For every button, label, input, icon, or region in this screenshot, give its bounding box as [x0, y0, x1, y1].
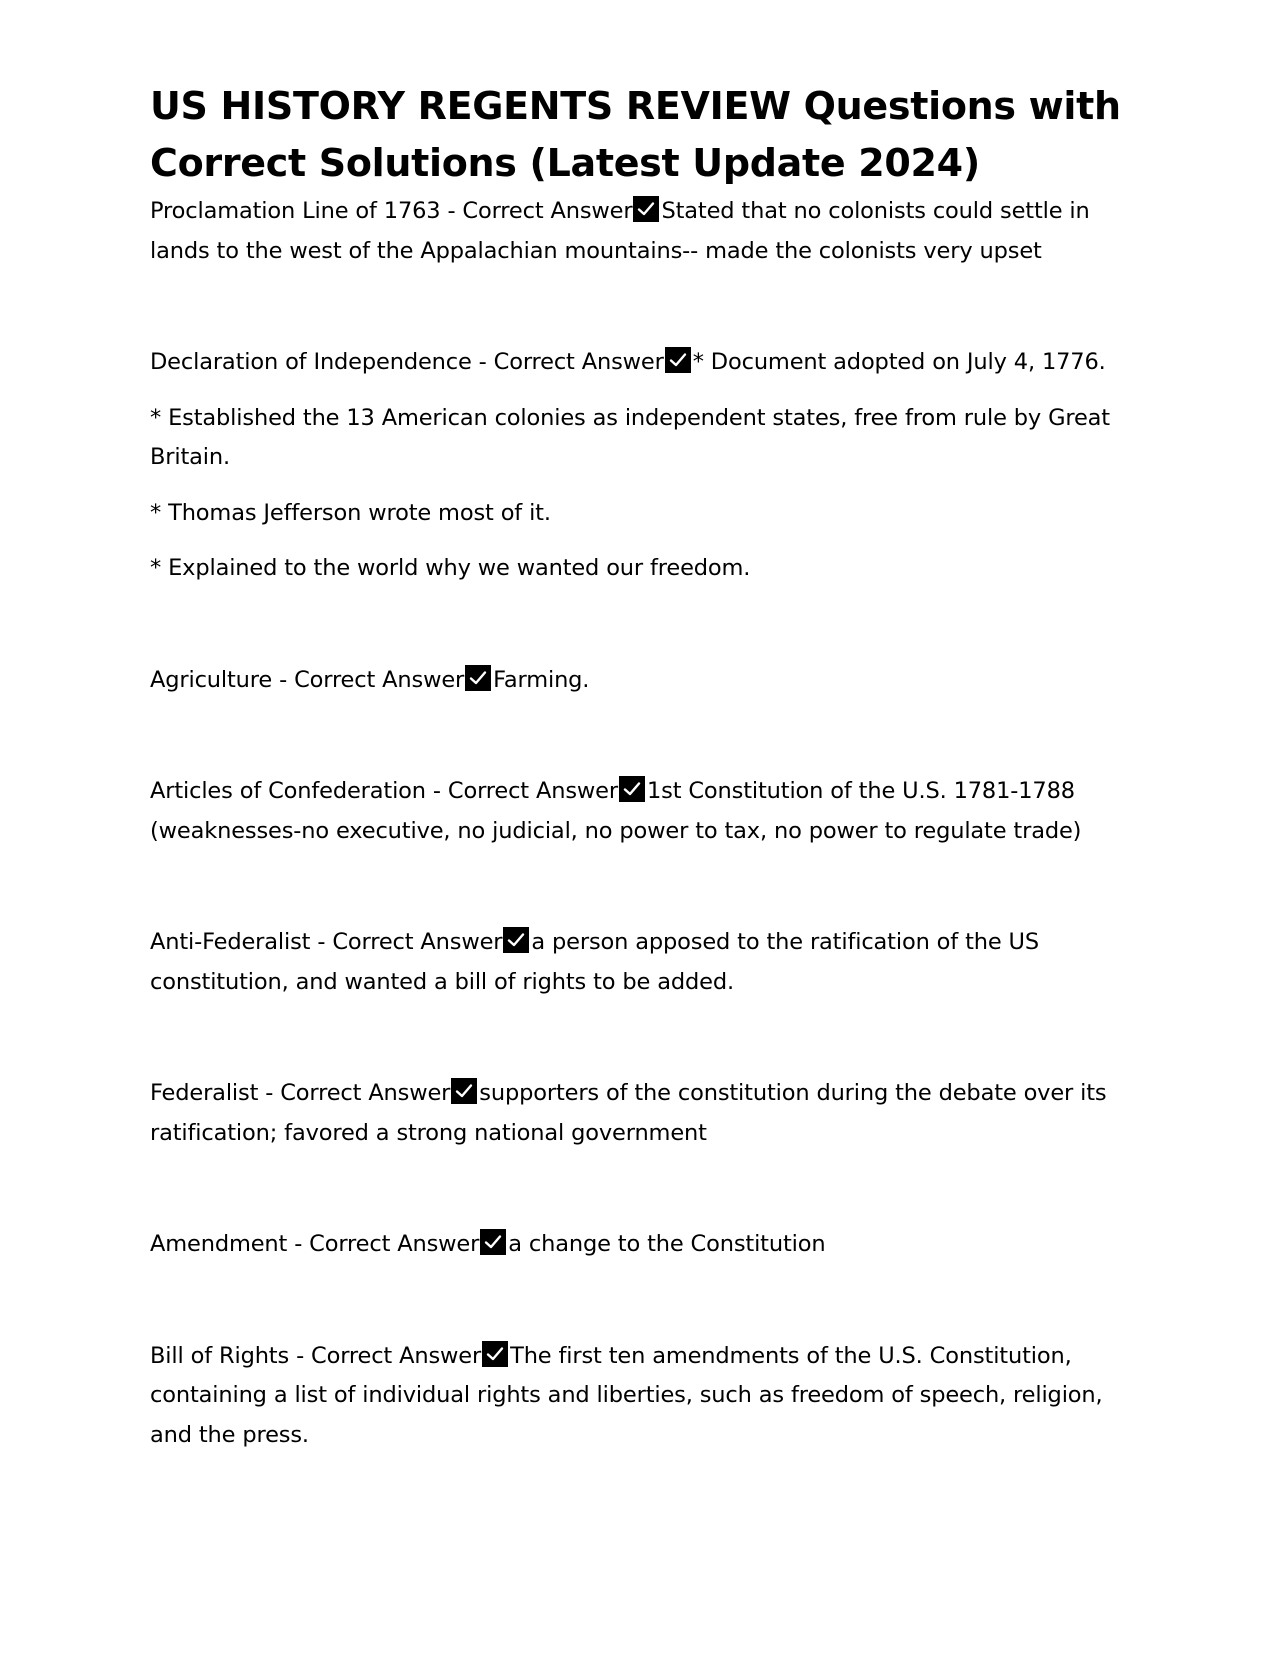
check-mark-icon [465, 665, 491, 691]
entry-spacer [150, 605, 1130, 661]
entry-answer: * Document adopted on July 4, 1776. [692, 349, 1106, 375]
entry-extra-line: * Established the 13 American colonies as independent states, free from rule by Great Britain. [150, 404, 1110, 470]
entry-term: Federalist [150, 1080, 259, 1106]
check-mark-icon [503, 927, 529, 953]
entry-term: Bill of Rights [150, 1342, 290, 1369]
entry-answer: Farming. [493, 666, 590, 693]
check-mark-icon [482, 1341, 508, 1367]
entry-separator: - Correct Answer [471, 349, 664, 375]
entry-term: Agriculture [150, 666, 273, 693]
entry-spacer [150, 1018, 1130, 1074]
entry-answer: Stated that no colonists could settle in lands to the west of the Appalachian mountains-- made the colonists very upset [150, 198, 1090, 264]
entry-term: Anti-Federalist [150, 929, 311, 955]
entry [150, 1337, 1130, 1456]
entry-spacer [150, 287, 1130, 343]
entry [150, 661, 1130, 701]
entry-spacer [150, 716, 1130, 772]
check-mark-icon [665, 347, 691, 373]
entry-answer: The first ten amendments of the U.S. Constitution, containing a list of individual rights and liberties, such as freedom of speech, religion, and the press. [150, 1342, 1103, 1448]
entry-main [150, 1225, 1130, 1265]
entry-separator: - Correct Answer [425, 778, 618, 804]
entry-separator: - Correct Answer [310, 929, 503, 955]
entry-answer: supporters of the constitution during the debate over its ratification; favored a strong national government [150, 1080, 1107, 1146]
check-mark-icon [451, 1078, 477, 1104]
entry [150, 1074, 1130, 1153]
entry-main [150, 923, 1130, 1002]
entry-main [150, 192, 1130, 271]
entry-term: Declaration of Independence [150, 349, 472, 375]
entry-main [150, 343, 1130, 383]
entry-extra-line: * Thomas Jefferson wrote most of it. [150, 499, 551, 526]
entry-separator: - Correct Answer [440, 198, 633, 224]
entry-spacer [150, 1169, 1130, 1225]
check-mark-icon [480, 1229, 506, 1255]
entry-separator: - Correct Answer [258, 1080, 451, 1106]
check-mark-icon [619, 776, 645, 802]
entry-main [150, 1074, 1130, 1153]
entry-separator: - Correct Answer [289, 1342, 482, 1369]
entry-main [150, 661, 1130, 701]
check-mark-icon [633, 196, 659, 222]
entry [150, 1225, 1130, 1265]
document-page [150, 78, 1130, 1471]
entry-term: Proclamation Line of 1763 [150, 198, 441, 224]
entry-spacer [150, 1281, 1130, 1337]
entry-term: Articles of Confederation [150, 778, 426, 804]
entry [150, 923, 1130, 1002]
entry-list [150, 192, 1130, 1455]
entry [150, 192, 1130, 271]
entry-separator: - Correct Answer [272, 666, 465, 693]
entry-extra-line: * Explained to the world why we wanted our freedom. [150, 555, 751, 581]
entry-answer: a person apposed to the ratification of the US constitution, and wanted a bill of rights to be added. [150, 929, 1040, 995]
entry-answer: 1st Constitution of the U.S. 1781-1788 (weaknesses-no executive, no judicial, no power to tax, no power to regulate trade) [150, 778, 1082, 844]
entry-term: Amendment [150, 1231, 288, 1257]
entry [150, 343, 1130, 589]
entry-main [150, 772, 1130, 851]
entry-separator: - Correct Answer [287, 1231, 480, 1257]
page-title: US HISTORY REGENTS REVIEW Questions with Correct Solutions (Latest Update 2024) [150, 84, 1121, 185]
entry [150, 772, 1130, 851]
entry-main [150, 1337, 1130, 1456]
entry-answer: a change to the Constitution [508, 1231, 826, 1257]
entry-spacer [150, 867, 1130, 923]
